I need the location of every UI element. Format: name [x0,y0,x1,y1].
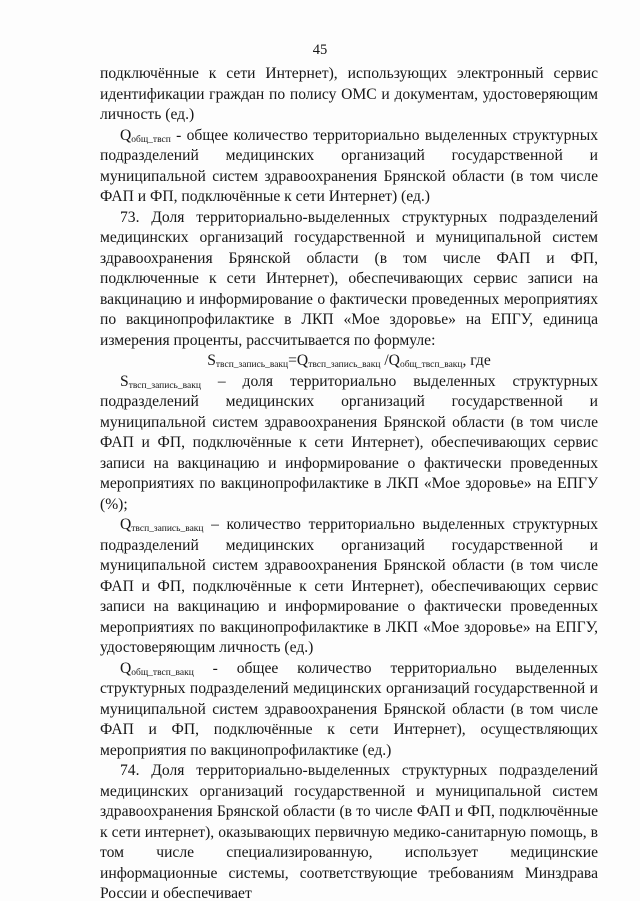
formula [100,351,598,372]
definition-s-share [100,372,598,516]
symbol-subscript: твсп_запись_вакц [128,380,201,391]
symbol-q: Q [120,659,132,677]
symbol-q: Q [120,516,132,533]
formula-q-subscript: твсп_запись_вакц [308,360,381,370]
symbol-subscript: общ_твсп [131,134,171,145]
definition-text: – доля территориально выделенных структурных подразделений медицинских организаций государственной и муниципальной систем здравоохранения Брянской области (в том числе ФАП и ФП, подключённые к сети Интернет), обеспечивающих сервис записи на вакцинацию и информирование о фактически проведенных мероприятиях по вакцинопрофилактике в ЛКП «Мое здоровье» на ЕПГУ (%); [100,372,598,513]
page-number: 45 [312,42,328,58]
definition-q-total [100,126,598,208]
formula-tail: , где [462,352,491,369]
formula-s-subscript: твсп_запись_вакц [215,360,289,370]
formula-s: S [207,352,216,369]
definition-text: - общее количество территориально выделенных структурных подразделений медицинских организаций государственной и муниципальной систем здравоохранения Брянской области (в том числе ФАП и ФП, подключённые к сети Интернет) (ед.) [100,126,598,205]
symbol-q: Q [120,126,132,144]
formula-div-subscript: общ_твсп_вакц [399,360,463,370]
definition-text: – количество территориально выделенных структурных подразделений медицинских организаций государственной и муниципальной систем здравоохранения Брянской области (в том числе ФАП и ФП, подключённые к сети Интернет), обеспечивающих сервис записи на вакцинацию и информирование о фактически проведенных мероприятиях по вакцинопрофилактике в ЛКП «Мое здоровье» на ЕПГУ, удостоверяющим личность (ед.) [100,516,598,656]
paragraph-item-73: 73. Доля территориально-выделенных структурных подразделений медицинских организаций государственной и муниципальной систем здравоохранения Брянской области (в том числе ФАП и ФП, подключенные к сети Интернет), обеспечивающих сервис записи на вакцинацию и информирование о фактически проведенных мероприятиях по вакцинопрофилактике в ЛКП «Мое здоровье» на ЕПГУ, единица измерения проценты, рассчитывается по формуле: [100,208,598,349]
formula-eq: =Q [288,352,309,369]
symbol-subscript: общ_твсп_вакц [131,667,194,678]
paragraph-item-74: 74. Доля территориально-выделенных структурных подразделений медицинских организаций государственной и муниципальной систем здравоохранения Брянской области (в то числе ФАП и ФП, подключённые к сети интернет), оказывающих первичную медико-санитарную помощь, в том числе специализированную, использует медицинские информационные системы, соответствующие требованиям Минздрава России и обеспечивает [100,762,598,902]
definition-q-total-vacc [100,659,598,762]
definition-text: - общее количество территориально выделенных структурных подразделений медицинских организаций государственной и муниципальной систем здравоохранения Брянской области (в том числе ФАП и ФП, подключённые к сети Интернет), осуществляющих мероприятия по вакцинопрофилактике (ед.) [100,659,598,759]
symbol-s: S [120,372,129,390]
symbol-subscript: твсп_запись_вакц [131,524,204,534]
paragraph-continuation: подключённые к сети Интернет), использующих электронный сервис идентификации граждан по полису ОМС и документам, удостоверяющим личность (ед.) [100,65,598,123]
definition-q-count [100,515,598,659]
page-body [100,64,598,905]
formula-div: /Q [380,352,400,369]
